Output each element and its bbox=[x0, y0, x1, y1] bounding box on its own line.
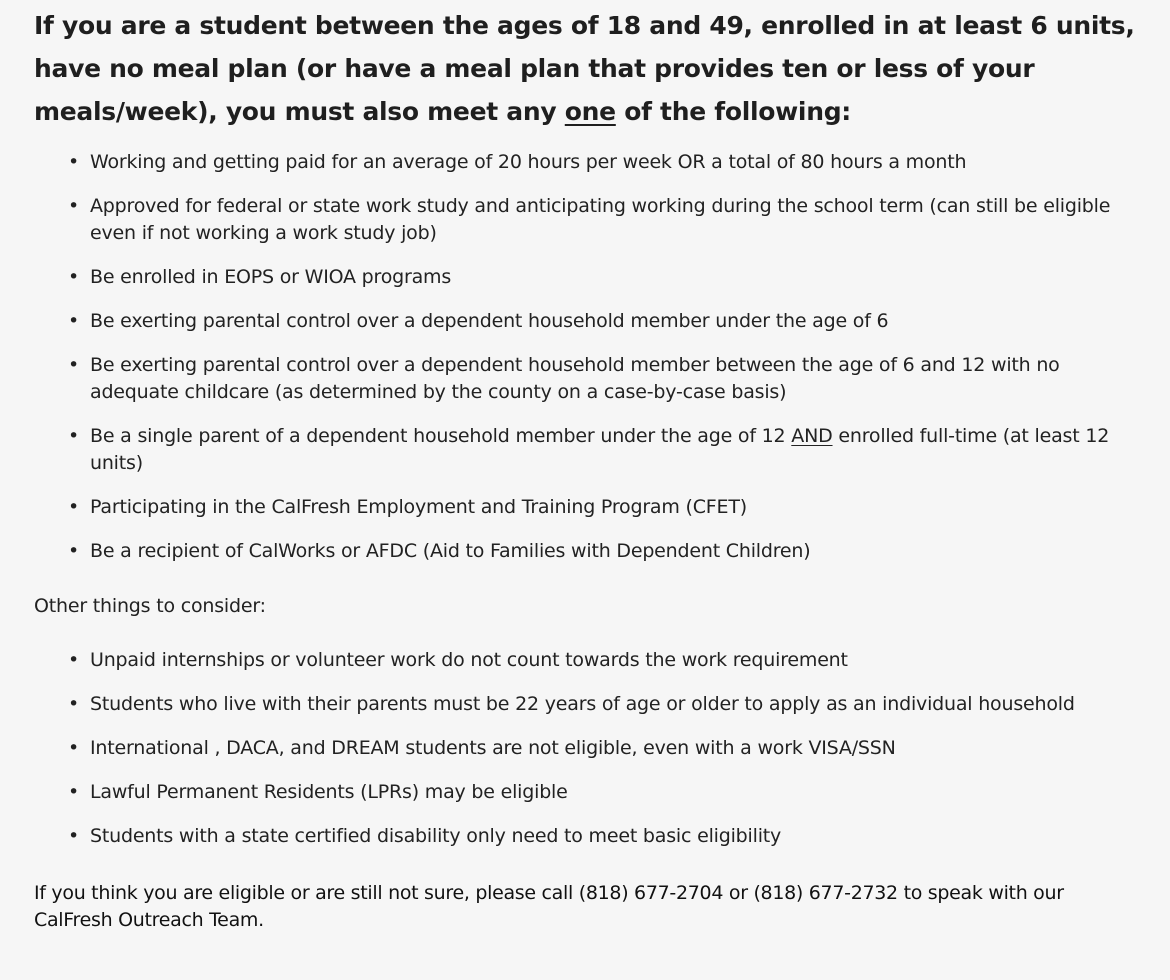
list-item-text: Lawful Permanent Residents (LPRs) may be eligible bbox=[90, 781, 568, 803]
bullet-icon: • bbox=[68, 310, 80, 332]
bullet-icon: • bbox=[68, 540, 80, 562]
bullet-icon: • bbox=[68, 693, 80, 715]
bullet-icon: • bbox=[68, 354, 80, 376]
list-item-text-before: Be a single parent of a dependent household member under the age of 12 bbox=[90, 425, 792, 447]
list-item bbox=[68, 193, 1140, 247]
heading-text-before: If you are a student between the ages of 18 and 49, enrolled in at least 6 units, have no meal plan (or have a meal plan that provides ten or less of your meals/week), you must also meet any bbox=[34, 11, 1135, 126]
list-item-text: Be exerting parental control over a dependent household member under the age of 6 bbox=[90, 310, 889, 332]
list-item bbox=[68, 691, 1140, 718]
list-item bbox=[68, 352, 1140, 406]
bullet-icon: • bbox=[68, 649, 80, 671]
list-item-text: Unpaid internships or volunteer work do not count towards the work requirement bbox=[90, 649, 848, 671]
list-item bbox=[68, 149, 1140, 176]
list-item-text: Be exerting parental control over a dependent household member between the age of 6 and 12 with no adequate childcare (as determined by the county on a case-by-case basis) bbox=[90, 354, 1060, 403]
list-item-underlined-word: AND bbox=[791, 425, 833, 447]
list-item bbox=[68, 308, 1140, 335]
bullet-icon: • bbox=[68, 825, 80, 847]
bullet-icon: • bbox=[68, 425, 80, 447]
bullet-icon: • bbox=[68, 195, 80, 217]
requirements-list bbox=[34, 149, 1170, 565]
list-item bbox=[68, 423, 1140, 477]
list-item-text: Students who live with their parents must be 22 years of age or older to apply as an individual household bbox=[90, 693, 1075, 715]
list-item bbox=[68, 823, 1140, 850]
list-item-text-after: enrolled full-time (at least 12 units) bbox=[90, 425, 1110, 474]
list-item bbox=[68, 647, 1140, 674]
heading-underlined-word: one bbox=[564, 97, 616, 126]
list-item bbox=[68, 735, 1140, 762]
considerations-list bbox=[34, 647, 1170, 850]
list-item bbox=[68, 494, 1140, 521]
list-item-text: Participating in the CalFresh Employment and Training Program (CFET) bbox=[90, 496, 747, 518]
list-item-text: Working and getting paid for an average of 20 hours per week OR a total of 80 hours a month bbox=[90, 151, 967, 173]
bullet-icon: • bbox=[68, 496, 80, 518]
heading-text-after: of the following: bbox=[615, 97, 851, 126]
list-item-text: Be a recipient of CalWorks or AFDC (Aid to Families with Dependent Children) bbox=[90, 540, 811, 562]
list-item bbox=[68, 264, 1140, 291]
list-item-text: Be enrolled in EOPS or WIOA programs bbox=[90, 266, 452, 288]
list-item-text: International , DACA, and DREAM students are not eligible, even with a work VISA/SSN bbox=[90, 737, 896, 759]
bullet-icon: • bbox=[68, 781, 80, 803]
list-item-text: Students with a state certified disability only need to meet basic eligibility bbox=[90, 825, 782, 847]
eligibility-heading bbox=[34, 0, 1144, 133]
bullet-icon: • bbox=[68, 151, 80, 173]
contact-footer: If you think you are eligible or are still not sure, please call (818) 677-2704 or (818) 677-2732 to speak with our CalFresh Outreach Team. bbox=[34, 882, 1064, 931]
bullet-icon: • bbox=[68, 737, 80, 759]
list-item bbox=[68, 538, 1140, 565]
list-item-text: Approved for federal or state work study and anticipating working during the school term (can still be eligible even if not working a work study job) bbox=[90, 195, 1111, 244]
bullet-icon: • bbox=[68, 266, 80, 288]
list-item bbox=[68, 779, 1140, 806]
considerations-title: Other things to consider: bbox=[34, 595, 266, 617]
